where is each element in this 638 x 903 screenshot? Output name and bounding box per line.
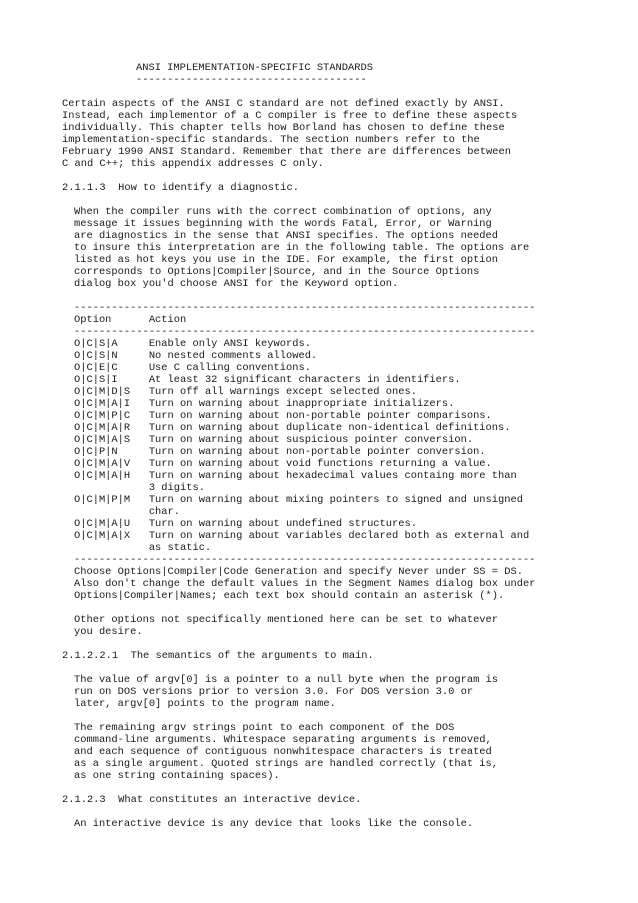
text-line: February 1990 ANSI Standard. Remember that there are differences between <box>62 146 511 158</box>
text-line: C and C++; this appendix addresses C only. <box>62 158 324 170</box>
text-line: listed as hot keys you use in the IDE. For example, the first option <box>74 254 499 266</box>
text-line: The value of argv[0] is a pointer to a null byte when the program is <box>74 674 499 686</box>
text-line: Also don't change the default values in the Segment Names dialog box under <box>74 578 536 590</box>
text-line: Choose Options|Compiler|Code Generation and specify Never under SS = DS. <box>74 566 523 578</box>
table-row: O|C|M|P|C Turn on warning about non-portable pointer comparisons. <box>74 410 492 422</box>
text-line: corresponds to Options|Compiler|Source, and in the Source Options <box>74 266 480 278</box>
table-row: char. <box>74 506 181 518</box>
table-row: O|C|M|A|X Turn on warning about variables declared both as external and <box>74 530 530 542</box>
table-row: O|C|E|C Use C calling conventions. <box>74 362 311 374</box>
text-line: as one string containing spaces). <box>74 770 280 782</box>
table-rule: -------------------------------------------------------------------------- <box>74 302 536 314</box>
section-heading: 2.1.2.3 What constitutes an interactive device. <box>62 794 362 806</box>
text-line: message it issues beginning with the words Fatal, Error, or Warning <box>74 218 492 230</box>
text-line: individually. This chapter tells how Borland has chosen to define these <box>62 122 505 134</box>
table-row: O|C|M|A|V Turn on warning about void functions returning a value. <box>74 458 492 470</box>
text-line: implementation-specific standards. The section numbers refer to the <box>62 134 480 146</box>
table-row: 3 digits. <box>74 482 205 494</box>
section-heading: 2.1.2.2.1 The semantics of the arguments to main. <box>62 650 374 662</box>
table-row: O|C|P|N Turn on warning about non-portable pointer conversion. <box>74 446 486 458</box>
text-line: later, argv[0] points to the program name. <box>74 698 336 710</box>
page-title: ANSI IMPLEMENTATION-SPECIFIC STANDARDS <box>136 62 373 74</box>
text-line: When the compiler runs with the correct combination of options, any <box>74 206 492 218</box>
text-line: The remaining argv strings point to each component of the DOS <box>74 722 455 734</box>
text-line: An interactive device is any device that looks like the console. <box>74 818 474 830</box>
text-line: command-line arguments. Whitespace separating arguments is removed, <box>74 734 492 746</box>
table-rule: -------------------------------------------------------------------------- <box>74 326 536 338</box>
title-underline: ------------------------------------- <box>136 74 367 86</box>
text-line: dialog box you'd choose ANSI for the Keyword option. <box>74 278 399 290</box>
table-header: Option Action <box>74 314 187 326</box>
table-row: O|C|S|A Enable only ANSI keywords. <box>74 338 311 350</box>
table-row: O|C|M|A|U Turn on warning about undefined structures. <box>74 518 417 530</box>
section-heading: 2.1.1.3 How to identify a diagnostic. <box>62 182 299 194</box>
table-row: as static. <box>74 542 212 554</box>
table-row: O|C|M|A|I Turn on warning about inappropriate initializers. <box>74 398 455 410</box>
text-line: Certain aspects of the ANSI C standard are not defined exactly by ANSI. <box>62 98 505 110</box>
table-row: O|C|M|A|S Turn on warning about suspicious pointer conversion. <box>74 434 474 446</box>
table-rule: -------------------------------------------------------------------------- <box>74 554 536 566</box>
text-line: and each sequence of contiguous nonwhitespace characters is treated <box>74 746 492 758</box>
text-line: as a single argument. Quoted strings are handled correctly (that is, <box>74 758 499 770</box>
table-row: O|C|M|D|S Turn off all warnings except selected ones. <box>74 386 417 398</box>
table-row: O|C|S|I At least 32 significant characters in identifiers. <box>74 374 461 386</box>
text-line: are diagnostics in the sense that ANSI specifies. The options needed <box>74 230 499 242</box>
table-row: O|C|M|A|R Turn on warning about duplicate non-identical definitions. <box>74 422 511 434</box>
text-line: you desire. <box>74 626 143 638</box>
table-row: O|C|M|P|M Turn on warning about mixing pointers to signed and unsigned <box>74 494 523 506</box>
table-row: O|C|S|N No nested comments allowed. <box>74 350 318 362</box>
table-row: O|C|M|A|H Turn on warning about hexadecimal values containg more than <box>74 470 517 482</box>
text-line: Instead, each implementor of a C compiler is free to define these aspects <box>62 110 518 122</box>
text-line: to insure this interpretation are in the following table. The options are <box>74 242 530 254</box>
text-line: Other options not specifically mentioned here can be set to whatever <box>74 614 499 626</box>
text-line: Options|Compiler|Names; each text box should contain an asterisk (*). <box>74 590 505 602</box>
text-line: run on DOS versions prior to version 3.0. For DOS version 3.0 or <box>74 686 474 698</box>
